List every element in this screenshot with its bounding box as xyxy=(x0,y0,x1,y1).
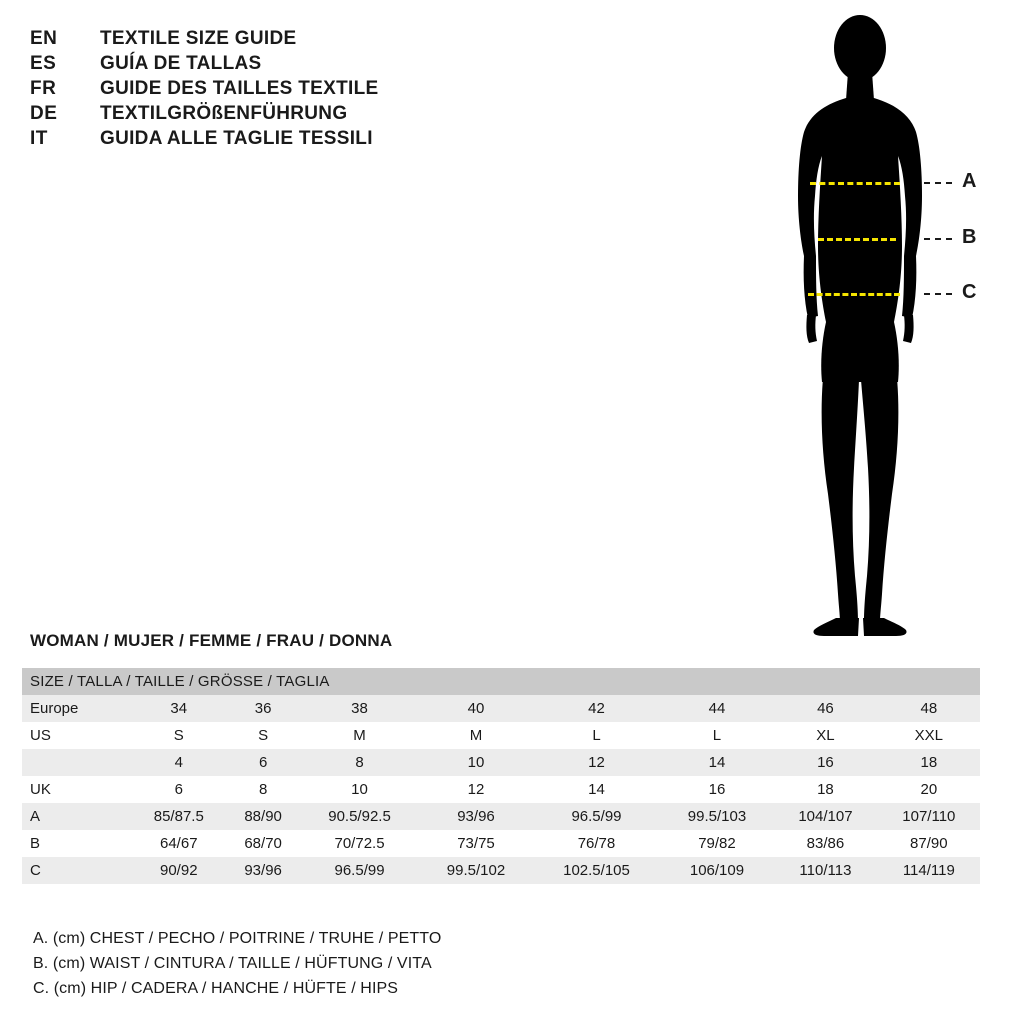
table-header-row xyxy=(22,668,980,695)
cell: XL xyxy=(816,727,835,744)
cell: 85/87.5 xyxy=(153,808,204,825)
cell: 20 xyxy=(920,781,938,798)
cell: 106/109 xyxy=(689,862,745,879)
cell: L xyxy=(592,727,601,744)
cell: 96.5/99 xyxy=(571,808,622,825)
cell: 6 xyxy=(174,781,183,798)
row-label-us-numeric xyxy=(22,749,131,776)
chest-measure-line xyxy=(810,182,900,185)
cell: 99.5/103 xyxy=(687,808,747,825)
cell: 93/96 xyxy=(457,808,495,825)
cell: 6 xyxy=(258,754,268,771)
cell: M xyxy=(353,727,366,744)
cell: 40 xyxy=(467,700,485,717)
cell: 104/107 xyxy=(798,808,853,825)
cell: L xyxy=(712,727,722,744)
cell: 14 xyxy=(708,754,726,771)
table-row xyxy=(22,722,980,749)
title-lang-en: EN xyxy=(30,28,58,49)
cell: 96.5/99 xyxy=(334,862,385,879)
title-lang-es: ES xyxy=(30,53,57,74)
table-header-label: SIZE / TALLA / TAILLE / GRÖSSE / TAGLIA xyxy=(30,673,330,690)
title-lang-it: IT xyxy=(30,128,48,149)
cell: 99.5/102 xyxy=(446,862,506,879)
cell: 114/119 xyxy=(902,862,955,879)
cell: 107/110 xyxy=(902,808,956,825)
cell: 93/96 xyxy=(244,862,282,879)
cell: 8 xyxy=(355,754,364,771)
cell: 42 xyxy=(588,700,605,717)
cell: 14 xyxy=(588,781,605,798)
footnote-waist: B. (cm) WAIST / CINTURA / TAILLE / HÜFTUNG / VITA xyxy=(33,955,432,972)
female-silhouette-icon xyxy=(760,10,960,640)
row-label-b: B xyxy=(30,835,41,852)
cell: M xyxy=(469,727,483,744)
cell: 79/82 xyxy=(698,835,736,852)
table-row xyxy=(22,749,980,776)
title-row xyxy=(30,28,550,50)
hip-lead-line xyxy=(924,293,952,295)
footnote-chest: A. (cm) CHEST / PECHO / POITRINE / TRUHE / PETTO xyxy=(33,930,442,947)
measurement-figure xyxy=(700,10,1020,640)
cell: 87/90 xyxy=(910,835,948,852)
cell: 102.5/105 xyxy=(563,862,630,879)
title-block xyxy=(30,28,550,153)
row-label-a: A xyxy=(30,808,41,825)
cell: 64/67 xyxy=(160,835,198,852)
cell: 38 xyxy=(351,700,368,717)
cell: XXL xyxy=(914,727,943,744)
title-lang-fr: FR xyxy=(30,78,57,99)
cell: 10 xyxy=(467,754,485,771)
title-row xyxy=(30,53,550,75)
size-table xyxy=(22,668,980,884)
cell: S xyxy=(173,727,184,744)
cell: 10 xyxy=(351,781,368,798)
cell: 88/90 xyxy=(244,808,282,825)
cell: 110/113 xyxy=(799,862,852,879)
title-text-en: TEXTILE SIZE GUIDE xyxy=(100,28,297,49)
row-label-uk: UK xyxy=(30,781,51,798)
cell: 16 xyxy=(708,781,726,798)
cell: 34 xyxy=(170,700,188,717)
cell: 68/70 xyxy=(244,835,282,852)
cell: S xyxy=(258,727,269,744)
cell: 8 xyxy=(258,781,268,798)
cell: 83/86 xyxy=(806,835,845,852)
table-row xyxy=(22,857,980,884)
cell: 90.5/92.5 xyxy=(328,808,391,825)
cell: 12 xyxy=(588,754,605,771)
title-text-es: GUÍA DE TALLAS xyxy=(100,53,262,74)
table-row xyxy=(22,776,980,803)
waist-lead-line xyxy=(924,238,952,240)
waist-measure-line xyxy=(818,238,896,241)
table-row xyxy=(22,803,980,830)
hip-measure-line xyxy=(808,293,900,296)
cell: 44 xyxy=(708,700,726,717)
chest-lead-line xyxy=(924,182,952,184)
table-row xyxy=(22,830,980,857)
cell: 16 xyxy=(817,754,834,771)
title-lang-de: DE xyxy=(30,103,58,124)
title-row xyxy=(30,78,550,100)
section-heading: WOMAN / MUJER / FEMME / FRAU / DONNA xyxy=(30,631,393,650)
cell: 73/75 xyxy=(457,835,495,852)
cell: 46 xyxy=(817,700,834,717)
row-label-c: C xyxy=(30,862,41,879)
title-text-fr: GUIDE DES TAILLES TEXTILE xyxy=(100,78,379,99)
cell: 90/92 xyxy=(160,862,198,879)
cell: 70/72.5 xyxy=(334,835,385,852)
table-row xyxy=(22,695,980,722)
cell: 18 xyxy=(817,781,834,798)
cell: 76/78 xyxy=(577,835,616,852)
waist-measure-label: B xyxy=(962,226,977,248)
cell: 12 xyxy=(467,781,485,798)
title-text-it: GUIDA ALLE TAGLIE TESSILI xyxy=(100,128,373,149)
cell: 4 xyxy=(174,754,183,771)
title-row xyxy=(30,103,550,125)
cell: 36 xyxy=(254,700,272,717)
chest-measure-label: A xyxy=(962,170,977,192)
hip-measure-label: C xyxy=(962,281,977,303)
footnote-hip: C. (cm) HIP / CADERA / HANCHE / HÜFTE / HIPS xyxy=(33,980,399,997)
title-row xyxy=(30,128,550,150)
cell: 18 xyxy=(920,754,938,771)
row-label-us: US xyxy=(30,727,51,744)
title-text-de: TEXTILGRÖßENFÜHRUNG xyxy=(100,103,348,124)
footnotes xyxy=(33,930,733,1005)
cell: 48 xyxy=(920,700,938,717)
row-label-europe: Europe xyxy=(30,700,79,717)
